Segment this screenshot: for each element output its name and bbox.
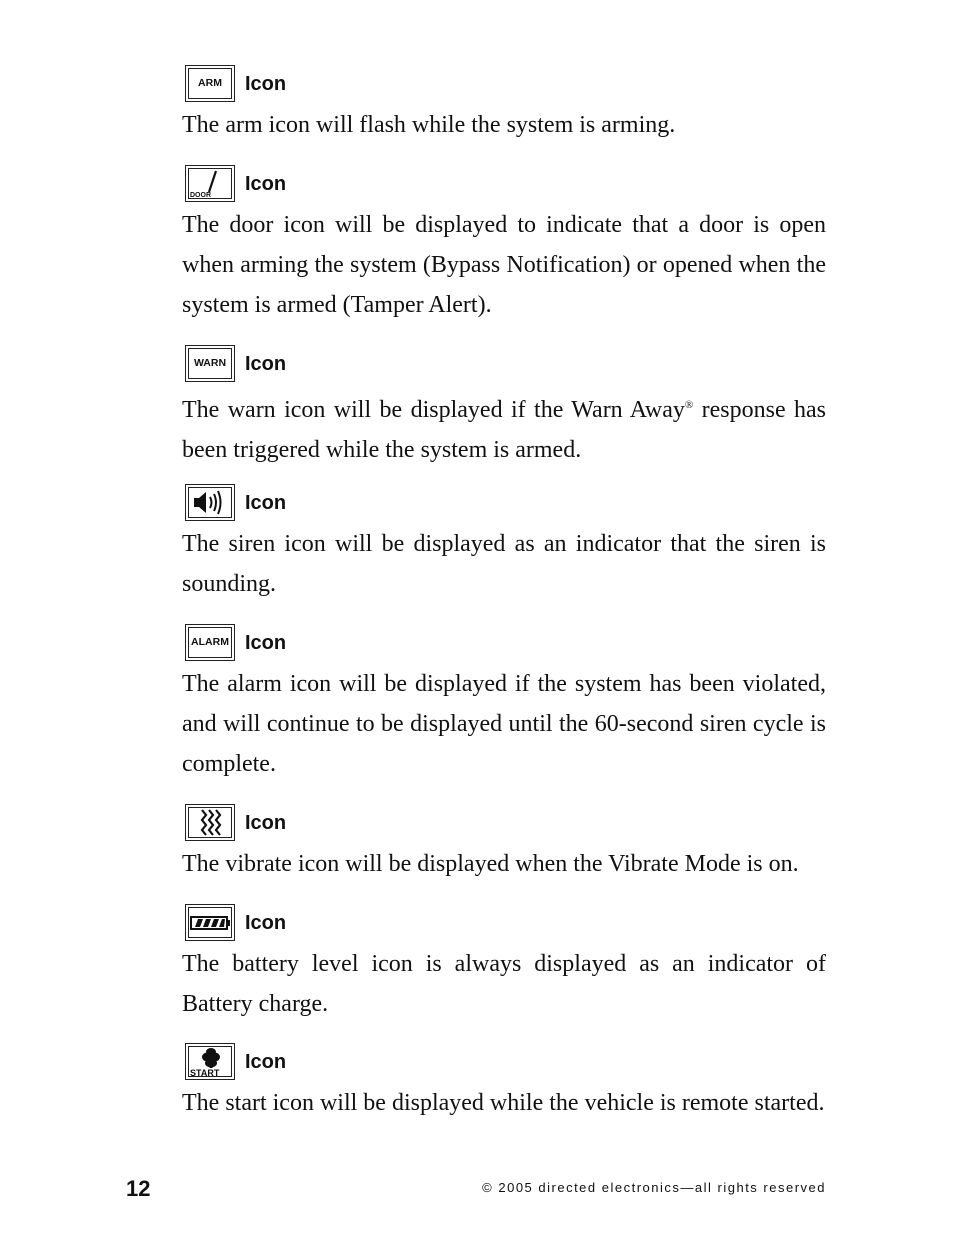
page-number: 12 (126, 1176, 151, 1201)
alarm-icon: ALARM (185, 624, 235, 661)
arm-icon-heading: Icon (245, 73, 287, 95)
door-icon-description: The door icon will be displayed to indicate that a door is open when arming the system (Bypass Notification) or opened when the system is armed (Tamper Alert). (182, 212, 826, 318)
copyright-footer: © 2005 directed electronics—all rights reserved (482, 1180, 826, 1195)
door-icon-heading: Icon (245, 173, 287, 195)
vibrate-section (182, 804, 826, 884)
arm-section (182, 65, 826, 145)
start-icon-description: The start icon will be displayed while the vehicle is remote started. (182, 1090, 825, 1116)
arm-icon-description: The arm icon will flash while the system is arming. (182, 112, 676, 138)
warn-section (182, 345, 826, 470)
start-icon: START (185, 1043, 235, 1080)
siren-icon-heading: Icon (245, 492, 287, 514)
battery-icon (185, 904, 235, 941)
vibrate-icon (185, 804, 235, 841)
warn-icon-description: The warn icon will be displayed if the Warn Away® response has been triggered while the system is armed. (182, 397, 826, 463)
registered-mark: ® (684, 399, 694, 411)
alarm-icon-heading: Icon (245, 632, 287, 654)
alarm-icon-description: The alarm icon will be displayed if the system has been violated, and will continue to be displayed until the 60-second siren cycle is complete. (182, 671, 826, 777)
vibrate-icon-description: The vibrate icon will be displayed when the Vibrate Mode is on. (182, 851, 799, 877)
warn-icon: WARN (185, 345, 235, 382)
arm-icon: ARM (185, 65, 235, 102)
battery-icon-heading: Icon (245, 912, 287, 934)
warn-icon-heading: Icon (245, 353, 287, 375)
door-section (182, 165, 826, 325)
battery-icon-description: The battery level icon is always displayed as an indicator of Battery charge. (182, 951, 826, 1017)
siren-icon-description: The siren icon will be displayed as an indicator that the siren is sounding. (182, 531, 826, 597)
door-icon: DOOR (185, 165, 235, 202)
battery-section (182, 904, 826, 1024)
vibrate-icon-heading: Icon (245, 812, 287, 834)
start-icon-heading: Icon (245, 1051, 287, 1073)
start-section (182, 1043, 826, 1123)
siren-icon (185, 484, 235, 521)
alarm-section (182, 624, 826, 784)
siren-section (182, 484, 826, 604)
